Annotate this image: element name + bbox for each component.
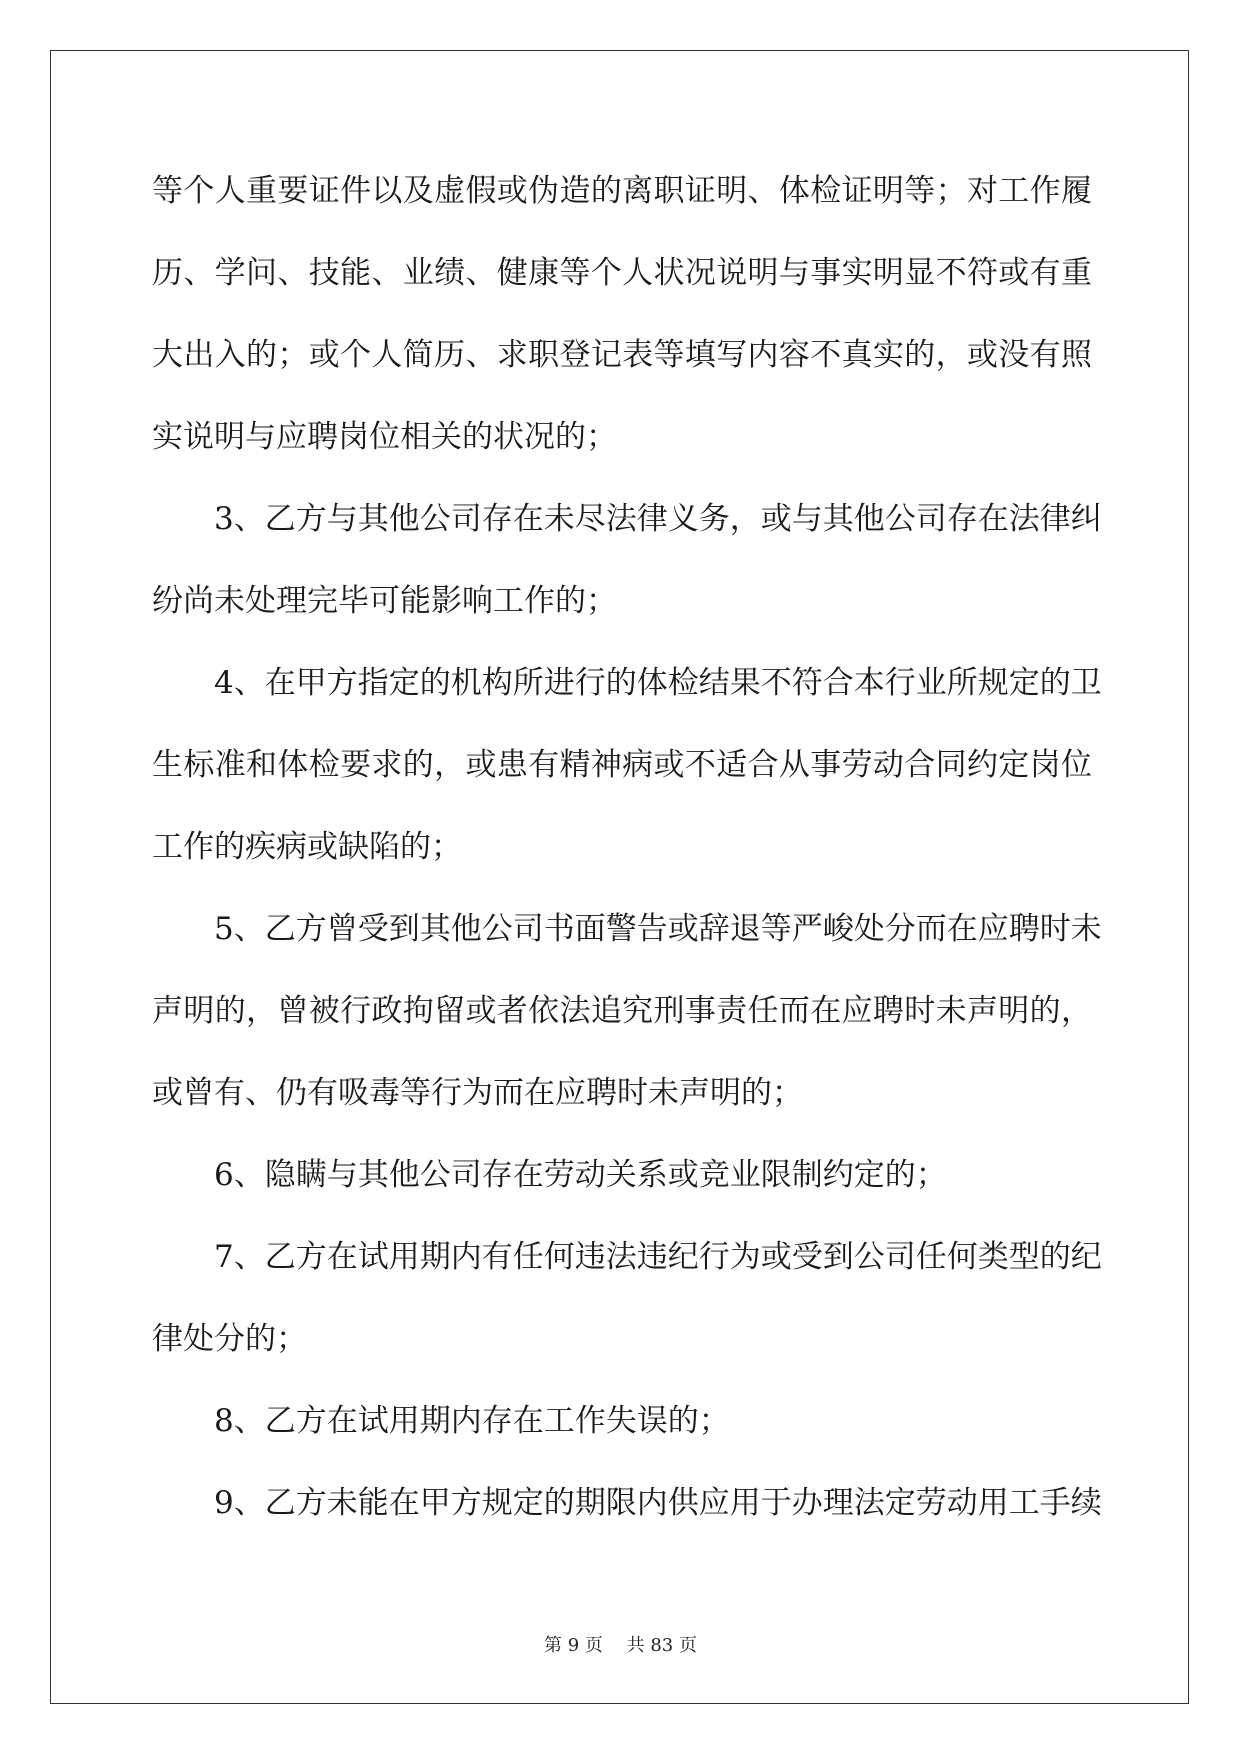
page-number-footer: 第 9 页 共 83 页 bbox=[544, 1635, 697, 1656]
text-line: 纷尚未处理完毕可能影响工作的； bbox=[152, 583, 617, 619]
text-line: 律处分的； bbox=[152, 1321, 307, 1357]
text-line: 6、隐瞒与其他公司存在劳动关系或竞业限制约定的； bbox=[214, 1157, 947, 1193]
text-line: 等个人重要证件以及虚假或伪造的离职证明、体检证明等；对工作履 bbox=[152, 173, 1092, 209]
text-line: 4、在甲方指定的机构所进行的体检结果不符合本行业所规定的卫 bbox=[214, 665, 1102, 701]
text-line: 历、学问、技能、业绩、健康等个人状况说明与事实明显不符或有重 bbox=[152, 255, 1092, 291]
document-body bbox=[152, 160, 1102, 1554]
text-line: 9、乙方未能在甲方规定的期限内供应用于办理法定劳动用工手续 bbox=[214, 1485, 1102, 1521]
text-line: 工作的疾病或缺陷的； bbox=[152, 829, 462, 865]
text-line: 或曾有、仍有吸毒等行为而在应聘时未声明的； bbox=[152, 1075, 803, 1111]
text-line: 3、乙方与其他公司存在未尽法律义务，或与其他公司存在法律纠 bbox=[214, 501, 1102, 537]
text-line: 大出入的；或个人简历、求职登记表等填写内容不真实的，或没有照 bbox=[152, 337, 1092, 373]
text-line: 生标准和体检要求的，或患有精神病或不适合从事劳动合同约定岗位 bbox=[152, 747, 1092, 783]
text-line: 7、乙方在试用期内有任何违法违纪行为或受到公司任何类型的纪 bbox=[214, 1239, 1102, 1275]
text-line: 实说明与应聘岗位相关的状况的； bbox=[152, 419, 617, 455]
text-line: 5、乙方曾受到其他公司书面警告或辞退等严峻处分而在应聘时未 bbox=[214, 911, 1102, 947]
text-line: 8、乙方在试用期内存在工作失误的； bbox=[214, 1403, 730, 1439]
text-line: 声明的，曾被行政拘留或者依法追究刑事责任而在应聘时未声明的， bbox=[152, 993, 1092, 1029]
